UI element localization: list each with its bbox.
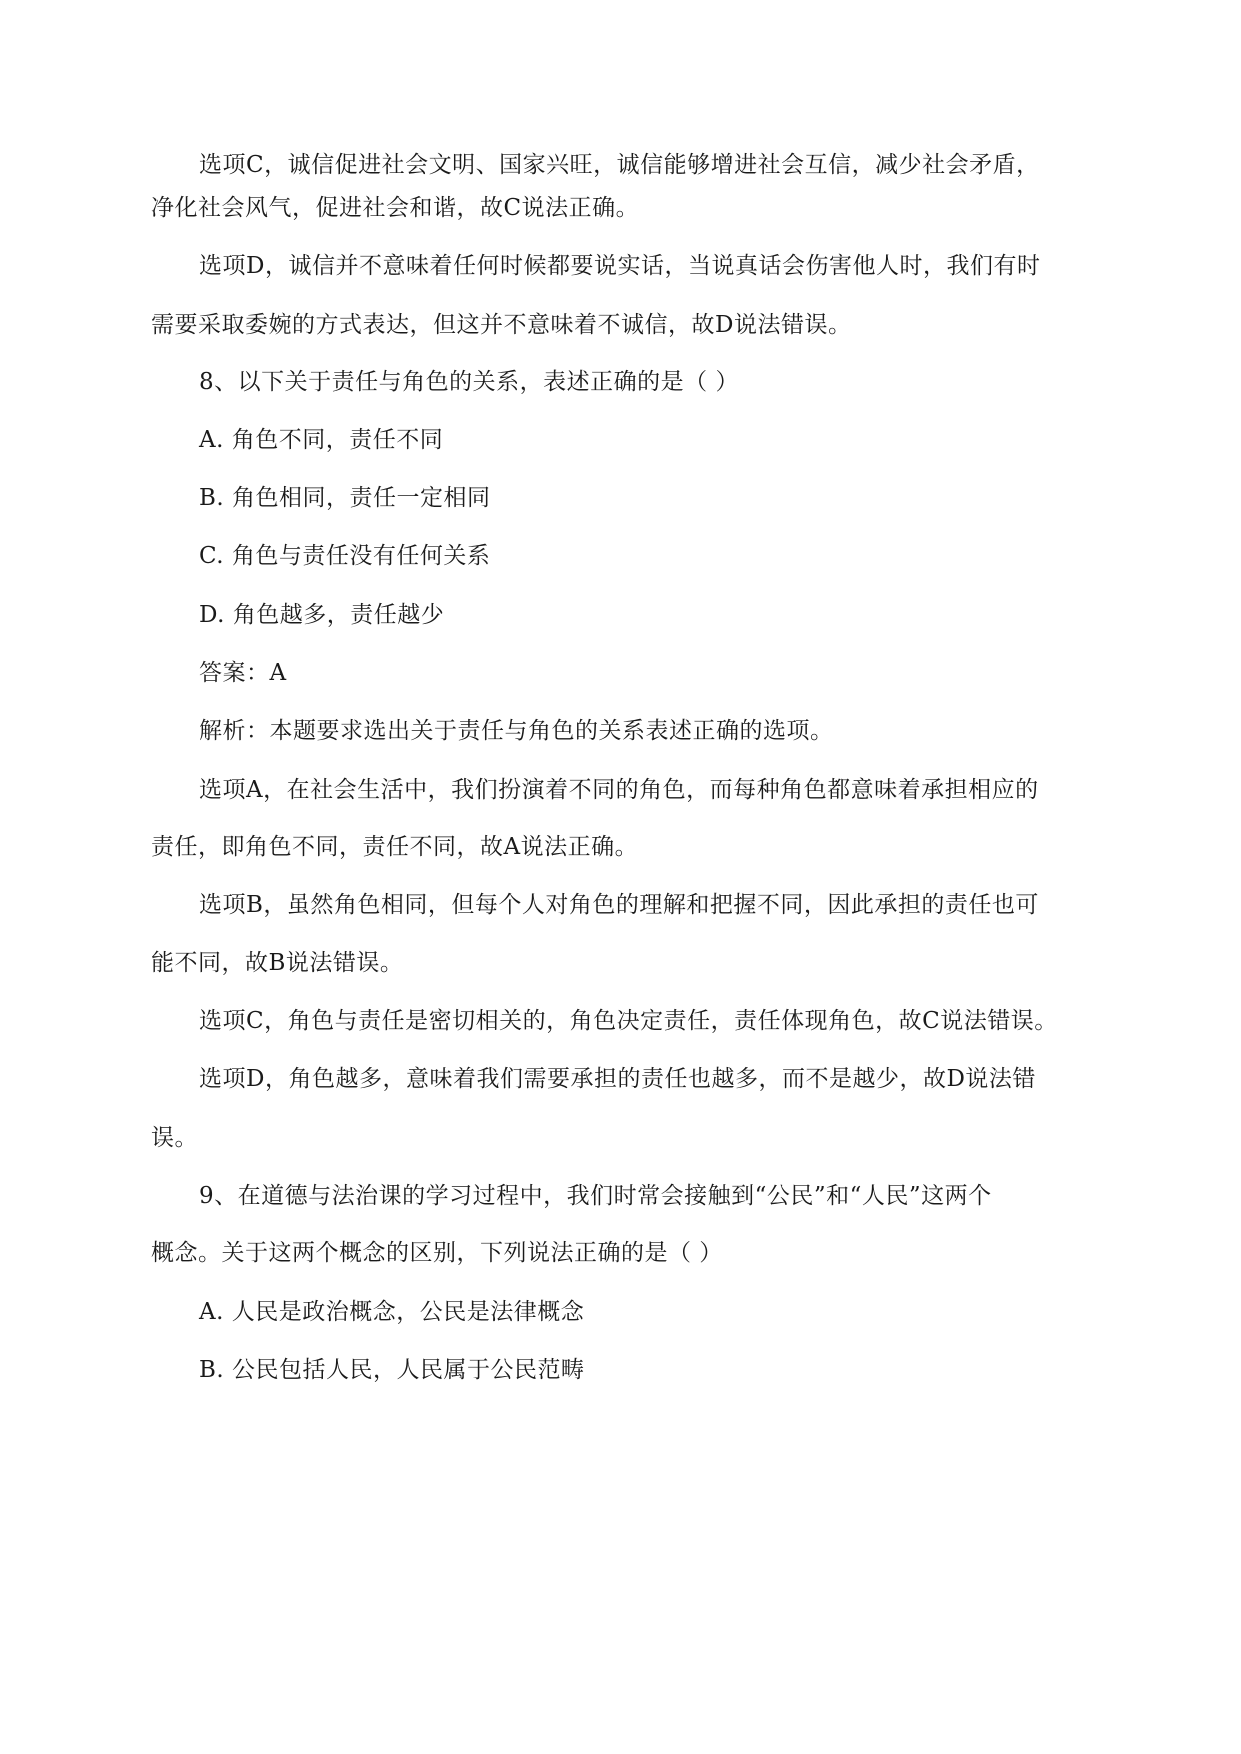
option-b: B. 公民包括人民，人民属于公民范畴 [199,1357,585,1383]
paragraph-line: 选项C，角色与责任是密切相关的，角色决定责任，责任体现角色，故C说法错误。 [199,1008,1058,1034]
paragraph-line: 选项D，诚信并不意味着任何时候都要说实话，当说真话会伤害他人时，我们有时 [199,253,1041,279]
paragraph-line: 需要采取委婉的方式表达，但这并不意味着不诚信，故D说法错误。 [151,312,852,338]
paragraph-line: 净化社会风气，促进社会和谐，故C说法正确。 [151,195,640,221]
question-stem: 9、在道德与法治课的学习过程中，我们时常会接触到“公民”和“人民”这两个 [199,1183,992,1209]
paragraph-line: 选项C，诚信促进社会文明、国家兴旺，诚信能够增进社会互信，减少社会矛盾， [199,152,1040,178]
paragraph-line: 选项D，角色越多，意味着我们需要承担的责任也越多，而不是越少，故D说法错 [199,1066,1036,1092]
paragraph-line: 选项B，虽然角色相同，但每个人对角色的理解和把握不同，因此承担的责任也可 [199,892,1039,918]
question-stem: 概念。关于这两个概念的区别，下列说法正确的是（ ） [151,1240,723,1266]
paragraph-line: 责任，即角色不同，责任不同，故A说法正确。 [151,834,639,860]
option-c: C. 角色与责任没有任何关系 [199,543,491,569]
answer: 答案：A [199,660,287,686]
option-d: D. 角色越多，责任越少 [199,602,445,628]
question-stem: 8、以下关于责任与角色的关系，表述正确的是（ ） [199,369,739,395]
option-b: B. 角色相同，责任一定相同 [199,485,491,511]
paragraph-line: 误。 [151,1125,198,1151]
analysis: 解析：本题要求选出关于责任与角色的关系表述正确的选项。 [199,718,834,744]
option-a: A. 角色不同，责任不同 [199,427,444,453]
option-a: A. 人民是政治概念，公民是法律概念 [199,1299,585,1325]
paragraph-line: 选项A，在社会生活中，我们扮演着不同的角色，而每种角色都意味着承担相应的 [199,777,1039,803]
paragraph-line: 能不同，故B说法错误。 [151,950,404,976]
